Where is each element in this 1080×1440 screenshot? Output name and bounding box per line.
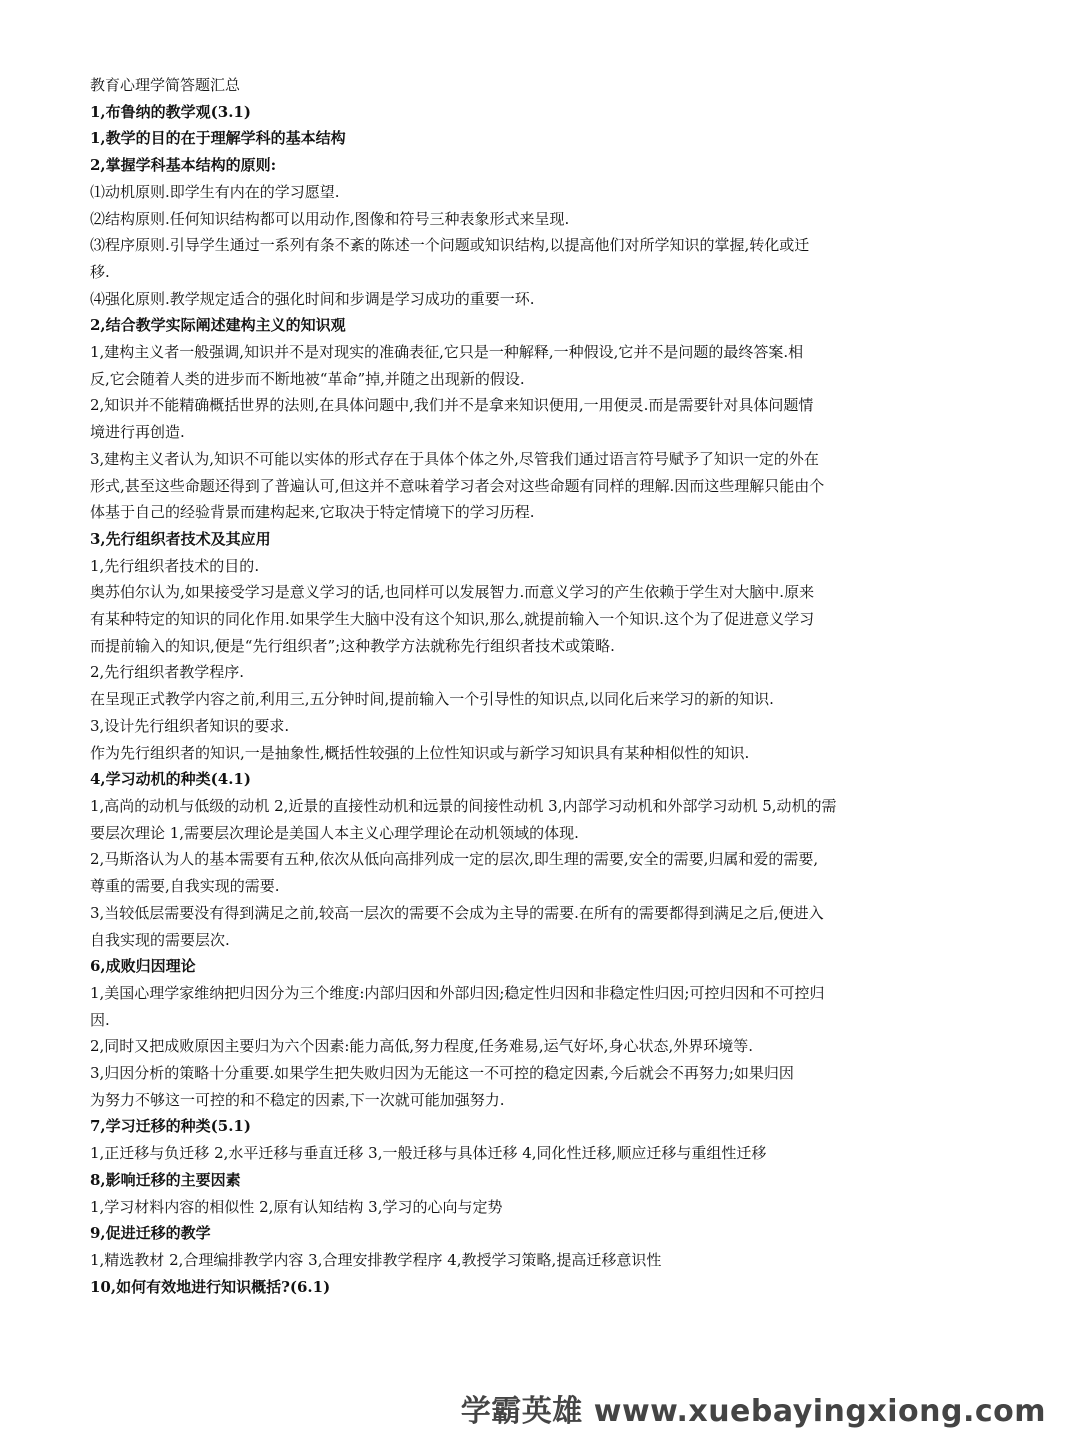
section-heading: 7,学习迁移的种类(5.1) <box>90 1117 251 1136</box>
text-line: 2,先行组织者教学程序. <box>90 663 245 682</box>
section-heading: 6,成败归因理论 <box>90 957 196 976</box>
section-heading: 4,学习动机的种类(4.1) <box>90 770 251 789</box>
text-line: 体基于自己的经验背景而建构起来,它取决于特定情境下的学习历程. <box>90 503 535 522</box>
section-heading: 10,如何有效地进行知识概括?(6.1) <box>90 1277 331 1296</box>
section-heading: 2,掌握学科基本结构的原则: <box>90 156 277 175</box>
text-line: 1,高尚的动机与低级的动机 2,近景的直接性动机和远景的间接性动机 3,内部学习动机和外部学习动机 5,动机的需 <box>90 796 837 815</box>
text-line: 1,美国心理学家维纳把归因分为三个维度:内部归因和外部归因;稳定性归因和非稳定性归因;可控归因和不可控归 <box>90 983 825 1002</box>
section-heading: 1,布鲁纳的教学观(3.1) <box>90 102 251 121</box>
section-heading: 9,促进迁移的教学 <box>90 1224 211 1243</box>
text-line: 1,建构主义者一般强调,知识并不是对现实的准确表征,它只是一种解释,一种假设,它并不是问题的最终答案.相 <box>90 343 804 362</box>
text-line: 2,同时又把成败原因主要归为六个因素:能力高低,努力程度,任务难易,运气好坏,身心状态,外界环境等. <box>90 1037 753 1056</box>
text-line: ⑵结构原则.任何知识结构都可以用动作,图像和符号三种表象形式来呈现. <box>90 209 570 228</box>
text-line: 境进行再创造. <box>90 423 185 442</box>
text-line: 为努力不够这一可控的和不稳定的因素,下一次就可能加强努力. <box>90 1090 505 1109</box>
text-line: 要层次理论 1,需要层次理论是美国人本主义心理学理论在动机领域的体现. <box>90 823 579 842</box>
text-line: 因. <box>90 1010 110 1029</box>
text-line: ⑷强化原则.教学规定适合的强化时间和步调是学习成功的重要一环. <box>90 289 535 308</box>
text-line: 而提前输入的知识,便是“先行组织者”;这种教学方法就称先行组织者技术或策略. <box>90 636 615 655</box>
text-line: 3,建构主义者认为,知识不可能以实体的形式存在于具体个体之外,尽管我们通过语言符号赋予了知识一定的外在 <box>90 449 819 468</box>
text-line: 1,精选教材 2,合理编排教学内容 3,合理安排教学程序 4,教授学习策略,提高迁移意识性 <box>90 1250 662 1269</box>
document-body <box>90 72 990 1300</box>
section-heading: 2,结合教学实际阐述建构主义的知识观 <box>90 316 346 335</box>
text-line: ⑴动机原则.即学生有内在的学习愿望. <box>90 182 340 201</box>
text-line: 1,正迁移与负迁移 2,水平迁移与垂直迁移 3,一般迁移与具体迁移 4,同化性迁移,顺应迁移与重组性迁移 <box>90 1144 767 1163</box>
text-line: 自我实现的需要层次. <box>90 930 230 949</box>
text-line: ⑶程序原则.引导学生通过一系列有条不紊的陈述一个问题或知识结构,以提高他们对所学知识的掌握,转化或迁 <box>90 236 810 255</box>
section-heading: 8,影响迁移的主要因素 <box>90 1170 241 1189</box>
text-line: 1,学习材料内容的相似性 2,原有认知结构 3,学习的心向与定势 <box>90 1197 503 1216</box>
text-line: 有某种特定的知识的同化作用.如果学生大脑中没有这个知识,那么,就提前输入一个知识.这个为了促进意义学习 <box>90 610 815 629</box>
text-line: 作为先行组织者的知识,一是抽象性,概括性较强的上位性知识或与新学习知识具有某种相似性的知识. <box>90 743 750 762</box>
text-line: 形式,甚至这些命题还得到了普遍认可,但这并不意味着学习者会对这些命题有同样的理解.因而这些理解只能由个 <box>90 476 825 495</box>
text-line: 2,马斯洛认为人的基本需要有五种,依次从低向高排列成一定的层次,即生理的需要,安全的需要,归属和爱的需要, <box>90 850 819 869</box>
watermark: 学霸英雄 www.xuebayingxiong.com <box>460 1394 1046 1429</box>
section-heading: 3,先行组织者技术及其应用 <box>90 529 271 548</box>
text-line: 尊重的需要,自我实现的需要. <box>90 877 280 896</box>
text-line: 3,设计先行组织者知识的要求. <box>90 716 290 735</box>
text-line: 反,它会随着人类的进步而不断地被“革命”掉,并随之出现新的假设. <box>90 369 525 388</box>
text-line: 2,知识并不能精确概括世界的法则,在具体问题中,我们并不是拿来知识便用,一用便灵.而是需要针对具体问题情 <box>90 396 814 415</box>
section-heading: 1,教学的目的在于理解学科的基本结构 <box>90 129 346 148</box>
text-line: 1,先行组织者技术的目的. <box>90 556 260 575</box>
document-title: 教育心理学简答题汇总 <box>90 76 241 94</box>
text-line: 3,当较低层需要没有得到满足之前,较高一层次的需要不会成为主导的需要.在所有的需要都得到满足之后,便进入 <box>90 903 824 922</box>
text-line: 奥苏伯尔认为,如果接受学习是意义学习的话,也同样可以发展智力.而意义学习的产生依赖于学生对大脑中.原来 <box>90 583 815 602</box>
text-line: 3,归因分析的策略十分重要.如果学生把失败归因为无能这一不可控的稳定因素,今后就会不再努力;如果归因 <box>90 1064 794 1083</box>
text-line: 移. <box>90 262 110 281</box>
text-line: 在呈现正式教学内容之前,利用三,五分钟时间,提前输入一个引导性的知识点,以同化后来学习的新的知识. <box>90 690 774 709</box>
